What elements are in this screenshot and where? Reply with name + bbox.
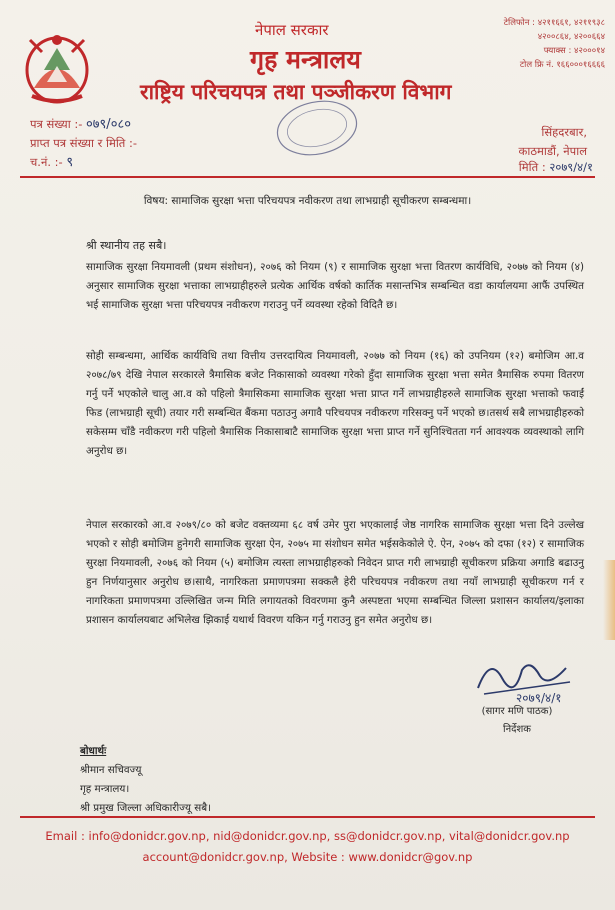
- salutation: श्री स्थानीय तह सबै।: [86, 239, 167, 252]
- address-line: सिंहदरबार,: [541, 125, 587, 139]
- signer-title: निर्देशक: [503, 724, 531, 735]
- address-line: काठमाडौं, नेपाल: [518, 144, 587, 158]
- signature-icon: [470, 648, 580, 706]
- signer-name: (सागर मणि पाठक): [481, 706, 553, 717]
- letter-no-label: पत्र संख्या :-: [30, 117, 83, 131]
- date-label: मिति :: [518, 160, 546, 174]
- footer-divider: [20, 816, 595, 818]
- office-stamp-icon: [272, 98, 362, 158]
- office-address: [519, 123, 587, 161]
- footer-website: account@donidcr.gov.np, Website : www.donidcr@gov.np: [142, 850, 473, 864]
- cc-line: गृह मन्त्रालय।: [80, 783, 130, 795]
- header-divider: [20, 176, 595, 178]
- letter-no-value: ०७९/०८०: [86, 117, 131, 132]
- cc-heading: बोधार्थः: [80, 745, 107, 757]
- department-name: राष्ट्रिय परिचयपत्र तथा पञ्जीकरण विभाग: [140, 80, 452, 104]
- government-name: नेपाल सरकार: [255, 21, 329, 39]
- contact-line: टेलिफोन : ४२११६६१, ४२११९३८: [503, 18, 605, 28]
- letter-date: [519, 160, 593, 175]
- date-value: २०७९/४/१: [549, 160, 593, 174]
- body-paragraph: नेपाल सरकारको आ.व २०७९/८० को बजेट वक्तव्यमा ६८ वर्ष उमेर पुरा भएकालाई जेष्ठ नागरिक सामाजिक सुरक्षा भत्ता दिने उल्लेख भएको र सोही बमोजिम हुनेगरी सामाजिक सुरक्षा ऐन, २०७५ मा संशोधन समेत भईसकेकोले ऐ. ऐन, २०७५ को दफा (१२) र सामाजिक सुरक्षा नियमावली, २०७६ को नियम (५) बमोजिम त्यस्ता लाभग्राहीहरुको निवेदन प्राप्त गरी लाभग्राही सूचीकरण प्रक्रिया अगाडि बढाउनु हुन निर्णयानुसार अनुरोध छ।साथै, नागरिकता प्रमाणपत्रमा सक्कलै हेरी परिचयपत्र नवीकरण तथा नयाँ लाभग्राही सूचीकरण गर्न र नागरिकता प्रमाणपत्रमा उल्लिखित जन्म मिति लगायतको विवरणमा कुनै अस्पष्टता भएमा सम्बन्धित जिल्ला प्रशासन कार्यालय/इलाका प्रशासन कार्यालयबाट अभिलेख झिकाई यथार्थ विवरण यकिन गर्नु गराउनु हुन समेत अनुरोध छ।: [86, 519, 584, 626]
- body-paragraph: सोही सम्बन्धमा, आर्थिक कार्यविधि तथा वित्तीय उत्तरदायित्व नियमावली, २०७७ को नियम (१६) को उपनियम (१२) बमोजिम आ.व २०७८/७९ देखि नेपाल सरकारले त्रैमासिक बजेट निकासाको व्यवस्था गरेको हुँदा सामाजिक सुरक्षा भत्ता समेत त्रैमासिक रुपमा वितरण गर्नु पर्ने भएकोले चालु आ.व को पहिलो त्रैमासिकमा सामाजिक सुरक्षा भत्ता प्राप्त गर्ने लाभग्राहीहरुले सामाजिक सुरक्षा भत्ताको फवाईं फिड (लाभग्राही सूची) तयार गरी सम्बन्धित बैंकमा पठाउनु अगावै परिचयपत्र नवीकरण गरिसक्नु पर्ने भएको छ।तसर्थ सबै लाभग्राहीहरुको सकेसम्म चाँडै नवीकरण गरी पहिलो त्रैमासिक निकासाबाटै सामाजिक सुरक्षा भत्ता प्राप्त गर्ने सुनिश्चितता गर्न आवश्यक व्यवस्थाको लागि अनुरोध छ।: [86, 350, 584, 457]
- footer: [0, 826, 615, 868]
- footer-emails: Email : info@donidcr.gov.np, nid@donidcr.gov.np, ss@donidcr.gov.np, vital@donidcr.gov.np: [45, 829, 570, 843]
- reference-block: [30, 115, 137, 172]
- signature-date: २०७९/४/१: [516, 691, 562, 705]
- cc-block: [80, 742, 211, 818]
- dispatch-value: ९: [66, 155, 74, 170]
- received-label: प्राप्त पत्र संख्या र मिति :-: [30, 136, 138, 150]
- body-paragraph: सामाजिक सुरक्षा नियमावली (प्रथम संशोधन), २०७६ को नियम (९) र सामाजिक सुरक्षा भत्ता वितरण कार्यविधि, २०७७ को नियम (४) अनुसार सामाजिक सुरक्षा भत्ताका लाभग्राहीहरुले प्रत्येक आर्थिक वर्षको कार्तिक मसान्तभित्र सम्बन्धित वडा कार्यालयमा आफैं उपस्थित भई सामाजिक सुरक्षा भत्ता परिचयपत्र नवीकरण गराउनु पर्ने व्यवस्था रहेको विदितै छ।: [86, 261, 584, 311]
- contact-line: ४२००८६४, ४२००६६४: [537, 32, 605, 42]
- cc-line: श्री प्रमुख जिल्ला अधिकारीज्यू सबै।: [80, 802, 212, 814]
- subject-line: विषय: सामाजिक सुरक्षा भत्ता परिचयपत्र नवीकरण तथा लाभग्राही सूचीकरण सम्बन्धमा।: [143, 195, 472, 207]
- signer-block: [462, 703, 572, 739]
- contact-line: फ्याक्स : ४२०००१४: [543, 46, 605, 56]
- page-edge-shadow: [603, 560, 615, 640]
- cc-line: श्रीमान सचिवज्यू: [80, 764, 142, 776]
- nepal-emblem-icon: [22, 30, 92, 105]
- dispatch-label: च.नं. :-: [30, 155, 63, 169]
- contact-line: टोल फ्रि नं. १६६०००१६६६६: [519, 60, 605, 70]
- contact-info: [504, 16, 605, 72]
- ministry-name: गृह मन्त्रालय: [250, 45, 361, 74]
